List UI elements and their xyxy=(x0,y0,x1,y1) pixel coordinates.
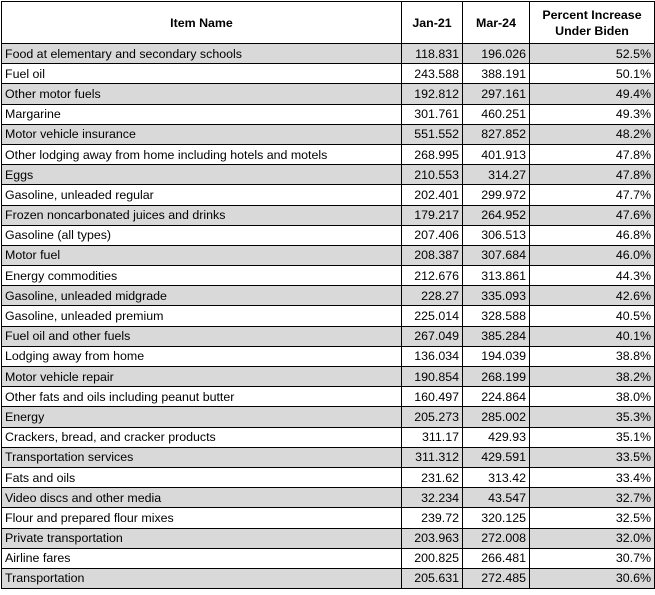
table-row xyxy=(2,387,655,407)
cell-item-name: Gasoline, unleaded midgrade xyxy=(2,286,402,306)
cell-mar-24: 306.513 xyxy=(463,225,530,245)
cell-percent-increase: 49.3% xyxy=(530,104,655,124)
cell-jan-21: 212.676 xyxy=(402,266,463,286)
cell-mar-24: 268.199 xyxy=(463,367,530,387)
cell-mar-24: 460.251 xyxy=(463,104,530,124)
cell-item-name: Fuel oil and other fuels xyxy=(2,326,402,346)
table-row xyxy=(2,326,655,346)
cell-percent-increase: 30.7% xyxy=(530,548,655,568)
cell-item-name: Video discs and other media xyxy=(2,488,402,508)
cell-item-name: Energy xyxy=(2,407,402,427)
cell-item-name: Other lodging away from home including hotels and motels xyxy=(2,144,402,164)
table-row xyxy=(2,407,655,427)
table-row xyxy=(2,528,655,548)
cell-jan-21: 118.831 xyxy=(402,44,463,64)
cell-mar-24: 266.481 xyxy=(463,548,530,568)
cell-mar-24: 401.913 xyxy=(463,144,530,164)
cell-jan-21: 210.553 xyxy=(402,165,463,185)
table-row xyxy=(2,185,655,205)
cell-percent-increase: 32.5% xyxy=(530,508,655,528)
table-header xyxy=(2,2,655,44)
cell-mar-24: 385.284 xyxy=(463,326,530,346)
cell-mar-24: 272.485 xyxy=(463,568,530,588)
table-row xyxy=(2,266,655,286)
cell-percent-increase: 32.7% xyxy=(530,488,655,508)
column-header-jan-21: Jan-21 xyxy=(402,2,463,44)
cell-jan-21: 311.312 xyxy=(402,447,463,467)
cell-mar-24: 285.002 xyxy=(463,407,530,427)
cell-percent-increase: 46.0% xyxy=(530,245,655,265)
cell-jan-21: 200.825 xyxy=(402,548,463,568)
table-row xyxy=(2,488,655,508)
column-header-item-name: Item Name xyxy=(2,2,402,44)
table-row xyxy=(2,64,655,84)
price-increase-table xyxy=(1,1,655,589)
cell-mar-24: 297.161 xyxy=(463,84,530,104)
cell-jan-21: 179.217 xyxy=(402,205,463,225)
cell-jan-21: 203.963 xyxy=(402,528,463,548)
table-row xyxy=(2,245,655,265)
cell-item-name: Flour and prepared flour mixes xyxy=(2,508,402,528)
cell-percent-increase: 33.5% xyxy=(530,447,655,467)
cell-mar-24: 827.852 xyxy=(463,124,530,144)
cell-percent-increase: 30.6% xyxy=(530,568,655,588)
cell-jan-21: 551.552 xyxy=(402,124,463,144)
cell-jan-21: 205.631 xyxy=(402,568,463,588)
cell-mar-24: 264.952 xyxy=(463,205,530,225)
cell-jan-21: 136.034 xyxy=(402,346,463,366)
cell-item-name: Energy commodities xyxy=(2,266,402,286)
table-row xyxy=(2,306,655,326)
cell-jan-21: 231.62 xyxy=(402,467,463,487)
cell-mar-24: 313.42 xyxy=(463,467,530,487)
cell-percent-increase: 42.6% xyxy=(530,286,655,306)
cell-mar-24: 328.588 xyxy=(463,306,530,326)
cell-percent-increase: 47.7% xyxy=(530,185,655,205)
cell-percent-increase: 49.4% xyxy=(530,84,655,104)
cell-item-name: Fuel oil xyxy=(2,64,402,84)
cell-mar-24: 388.191 xyxy=(463,64,530,84)
table-row xyxy=(2,548,655,568)
cell-mar-24: 429.93 xyxy=(463,427,530,447)
cell-item-name: Motor vehicle repair xyxy=(2,367,402,387)
cell-item-name: Frozen noncarbonated juices and drinks xyxy=(2,205,402,225)
column-header-percent-increase: Percent Increase Under Biden xyxy=(530,2,655,44)
cell-jan-21: 32.234 xyxy=(402,488,463,508)
cell-jan-21: 228.27 xyxy=(402,286,463,306)
cell-mar-24: 313.861 xyxy=(463,266,530,286)
table-row xyxy=(2,165,655,185)
cell-mar-24: 43.547 xyxy=(463,488,530,508)
header-row xyxy=(2,2,655,44)
table-row xyxy=(2,144,655,164)
cell-item-name: Private transportation xyxy=(2,528,402,548)
cell-percent-increase: 32.0% xyxy=(530,528,655,548)
cell-jan-21: 207.406 xyxy=(402,225,463,245)
cell-mar-24: 224.864 xyxy=(463,387,530,407)
cell-item-name: Motor fuel xyxy=(2,245,402,265)
cell-percent-increase: 48.2% xyxy=(530,124,655,144)
cell-percent-increase: 44.3% xyxy=(530,266,655,286)
cell-mar-24: 194.039 xyxy=(463,346,530,366)
cell-item-name: Gasoline, unleaded premium xyxy=(2,306,402,326)
cell-jan-21: 205.273 xyxy=(402,407,463,427)
cell-jan-21: 208.387 xyxy=(402,245,463,265)
cell-item-name: Lodging away from home xyxy=(2,346,402,366)
cell-mar-24: 307.684 xyxy=(463,245,530,265)
cell-percent-increase: 40.1% xyxy=(530,326,655,346)
cell-item-name: Other fats and oils including peanut butter xyxy=(2,387,402,407)
cell-mar-24: 299.972 xyxy=(463,185,530,205)
table-row xyxy=(2,286,655,306)
table-row xyxy=(2,44,655,64)
cell-jan-21: 190.854 xyxy=(402,367,463,387)
cell-percent-increase: 38.8% xyxy=(530,346,655,366)
table-row xyxy=(2,568,655,588)
table-row xyxy=(2,346,655,366)
cell-jan-21: 160.497 xyxy=(402,387,463,407)
cell-mar-24: 320.125 xyxy=(463,508,530,528)
cell-item-name: Motor vehicle insurance xyxy=(2,124,402,144)
cell-jan-21: 301.761 xyxy=(402,104,463,124)
cell-percent-increase: 33.4% xyxy=(530,467,655,487)
table-row xyxy=(2,508,655,528)
cell-percent-increase: 52.5% xyxy=(530,44,655,64)
cell-item-name: Eggs xyxy=(2,165,402,185)
cell-mar-24: 196.026 xyxy=(463,44,530,64)
cell-jan-21: 239.72 xyxy=(402,508,463,528)
table-row xyxy=(2,467,655,487)
cell-jan-21: 192.812 xyxy=(402,84,463,104)
table-row xyxy=(2,104,655,124)
cell-percent-increase: 46.8% xyxy=(530,225,655,245)
cell-jan-21: 311.17 xyxy=(402,427,463,447)
cell-item-name: Food at elementary and secondary schools xyxy=(2,44,402,64)
cell-item-name: Gasoline (all types) xyxy=(2,225,402,245)
table-row xyxy=(2,447,655,467)
cell-percent-increase: 47.8% xyxy=(530,165,655,185)
cell-percent-increase: 47.8% xyxy=(530,144,655,164)
table-row xyxy=(2,124,655,144)
cell-item-name: Margarine xyxy=(2,104,402,124)
table-row xyxy=(2,367,655,387)
cell-mar-24: 335.093 xyxy=(463,286,530,306)
cell-mar-24: 429.591 xyxy=(463,447,530,467)
cell-percent-increase: 38.0% xyxy=(530,387,655,407)
cell-percent-increase: 38.2% xyxy=(530,367,655,387)
cell-item-name: Crackers, bread, and cracker products xyxy=(2,427,402,447)
cell-item-name: Fats and oils xyxy=(2,467,402,487)
table-body xyxy=(2,44,655,589)
cell-item-name: Gasoline, unleaded regular xyxy=(2,185,402,205)
column-header-mar-24: Mar-24 xyxy=(463,2,530,44)
table-row xyxy=(2,427,655,447)
cell-percent-increase: 50.1% xyxy=(530,64,655,84)
cell-mar-24: 272.008 xyxy=(463,528,530,548)
cell-jan-21: 202.401 xyxy=(402,185,463,205)
cell-mar-24: 314.27 xyxy=(463,165,530,185)
table-row xyxy=(2,205,655,225)
cell-item-name: Transportation services xyxy=(2,447,402,467)
cell-jan-21: 243.588 xyxy=(402,64,463,84)
cell-jan-21: 225.014 xyxy=(402,306,463,326)
cell-percent-increase: 47.6% xyxy=(530,205,655,225)
cell-item-name: Transportation xyxy=(2,568,402,588)
cell-percent-increase: 35.3% xyxy=(530,407,655,427)
cell-percent-increase: 40.5% xyxy=(530,306,655,326)
cell-percent-increase: 35.1% xyxy=(530,427,655,447)
cell-jan-21: 267.049 xyxy=(402,326,463,346)
cell-item-name: Other motor fuels xyxy=(2,84,402,104)
table-row xyxy=(2,225,655,245)
cell-item-name: Airline fares xyxy=(2,548,402,568)
cell-jan-21: 268.995 xyxy=(402,144,463,164)
table-row xyxy=(2,84,655,104)
